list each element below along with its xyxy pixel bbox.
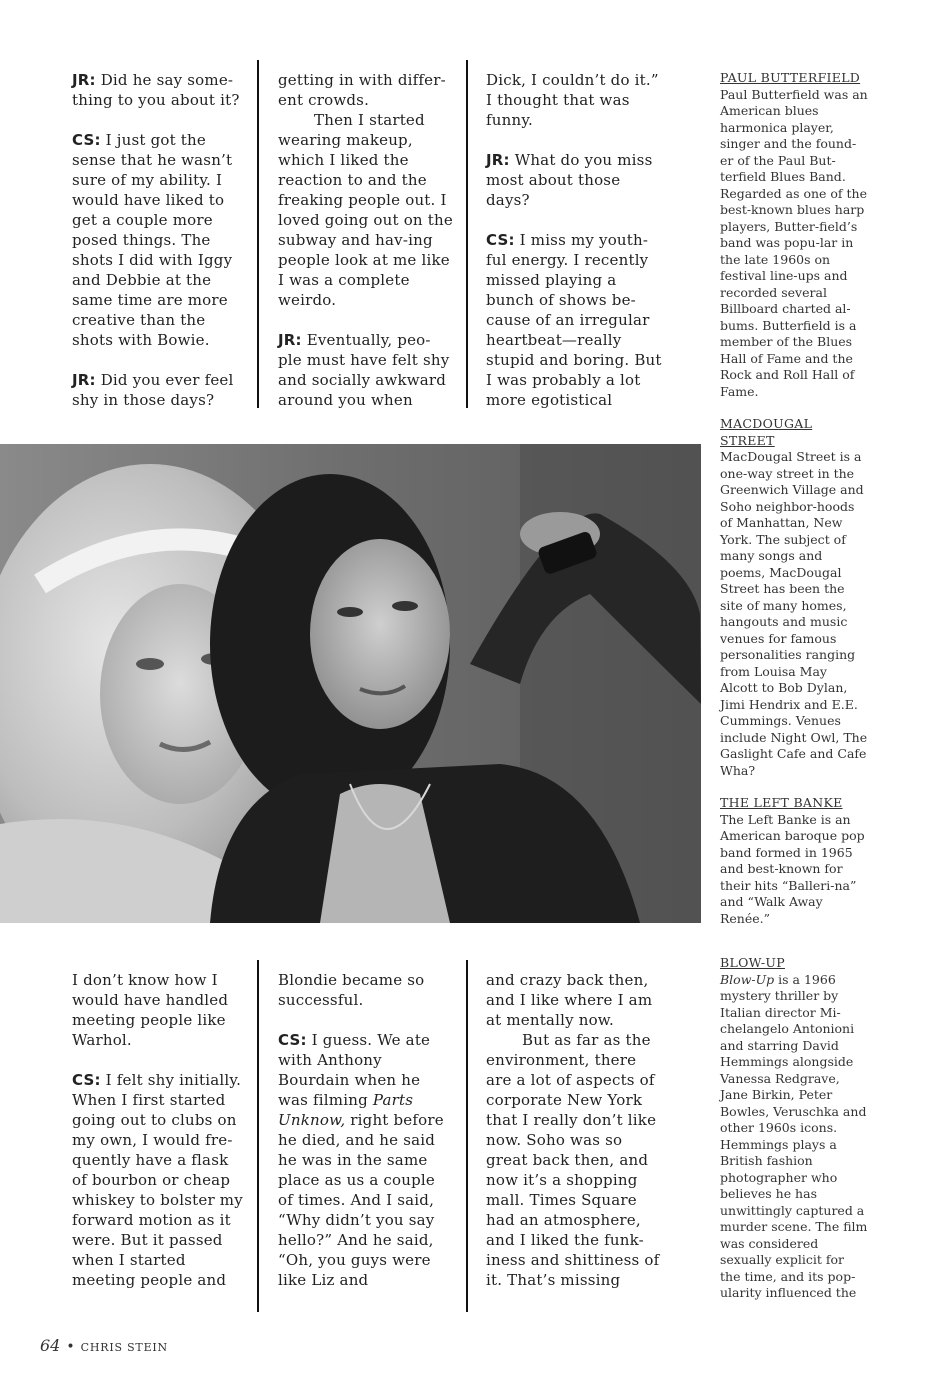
paragraph-text: I guess. We ate with Anthony Bourdain when he was filming: [278, 1031, 431, 1109]
paragraph: Then I started wearing makeup, which I liked the reaction to and the freaking people out. I loved going out on the subway and hav-ing people look at me like I was a complete weirdo.: [278, 111, 453, 309]
paragraph-text: Did you ever feel shy in those days?: [72, 371, 234, 409]
glossary-entry: [720, 955, 868, 1302]
running-head: CHRIS STEIN: [80, 1341, 168, 1354]
paragraph: [72, 70, 247, 110]
page-footer: [40, 1336, 168, 1355]
paragraph: I don’t know how I would have handled meeting people like Warhol.: [72, 971, 229, 1049]
speaker-label: JR:: [72, 371, 96, 389]
column-rule: [257, 60, 259, 408]
paragraph: getting in with differ-ent crowds.: [278, 71, 446, 109]
glossary-entry-text: is a 1966 mystery thriller by Italian director Mi-chelangelo Antonioni and starring David Hemmings alongside Vanessa Redgrave, Jane Birkin, Peter Bowles, Veruschka and other 1960s icons. Hemmings plays a British fashion photographer who believes he has unwittingly captured a murder scene. The film was considered sexually explicit for the time, and its pop-ularity influenced the: [720, 971, 868, 1300]
column-rule: [466, 960, 468, 1312]
italic-title: Parts Unknow,: [278, 1091, 414, 1129]
glossary-entry: [720, 416, 868, 779]
paragraph: Blondie became so successful.: [278, 971, 425, 1009]
glossary-entry-body: The Left Banke is an American baroque pop band formed in 1965 and best-known for their hits “Balleri-na” and “Walk Away Renée.”: [720, 811, 865, 926]
speaker-label: CS:: [278, 1031, 307, 1049]
speaker-label: JR:: [278, 331, 302, 349]
paragraph: [486, 230, 662, 410]
page-number: 64: [40, 1336, 61, 1355]
paragraph: Dick, I couldn’t do it.” I thought that was funny.: [486, 71, 659, 129]
top-column-2: [278, 70, 454, 410]
paragraph-text: I felt shy initially. When I first started going out to clubs on my own, I would fre-quently have a flask of bourbon or cheap whiskey to bolster my forward motion as it were. But it passed when I started meeting people and: [72, 1071, 243, 1289]
footer-separator: •: [66, 1339, 75, 1355]
paragraph-text: Did he say some-thing to you about it?: [72, 71, 240, 109]
glossary-entry: [720, 70, 868, 400]
glossary-entry-title: MACDOUGAL STREET: [720, 416, 813, 448]
glossary-entry-body: [720, 972, 868, 1302]
paragraph: [72, 130, 247, 350]
glossary-entry: [720, 795, 868, 927]
glossary-entry-title: THE LEFT BANKE: [720, 795, 843, 810]
bottom-column-3: [486, 970, 662, 1290]
glossary-entry-body: MacDougal Street is a one-way street in the Greenwich Village and Soho neighbor-hoods of Manhattan, New York. The subject of many songs and poems, MacDougal Street has been the site of many homes, hangouts and music venues for famous personalities ranging from Louisa May Alcott to Bob Dylan, Jimi Hendrix and E.E. Cummings. Venues include Night Owl, The Gaslight Cafe and Cafe Wha?: [720, 449, 868, 778]
paragraph: [486, 150, 662, 210]
top-column-3: [486, 70, 662, 410]
glossary-entry-title: PAUL BUTTERFIELD: [720, 70, 861, 85]
speaker-label: JR:: [72, 71, 96, 89]
paragraph-text: right before he died, and he said he was in the same place as us a couple of times. And I said, “Why didn’t you say hello?” And he said, “Oh, you guys were like Liz and: [278, 1111, 444, 1289]
italic-title: Blow-Up: [720, 971, 775, 987]
paragraph: [278, 1030, 454, 1290]
glossary-sidebar: [720, 70, 868, 1318]
bottom-column-2: [278, 970, 454, 1290]
paragraph-text: I miss my youth-ful energy. I recently missed playing a bunch of shows be-cause of an irregular heartbeat—really stupid and boring. But I was probably a lot more egotistical: [486, 231, 662, 409]
column-rule: [257, 960, 259, 1312]
top-column-1: [72, 70, 247, 410]
speaker-label: CS:: [486, 231, 515, 249]
photo-illustration: [0, 444, 701, 923]
speaker-label: CS:: [72, 131, 101, 149]
paragraph-text: Eventually, peo-ple must have felt shy and socially awkward around you when: [278, 331, 450, 409]
bottom-column-1: [72, 970, 247, 1290]
paragraph: [278, 330, 454, 410]
glossary-entry-body: Paul Butterfield was an American blues harmonica player, singer and the found-er of the Paul But-terfield Blues Band. Regarded as one of the best-known blues harp players, Butter-field’s band was popu-lar in the late 1960s on festival line-ups and recorded several Billboard charted al-bums. Butterfield is a member of the Blues Hall of Fame and the Rock and Roll Hall of Fame.: [720, 86, 868, 399]
speaker-label: JR:: [486, 151, 510, 169]
glossary-entry-title: BLOW-UP: [720, 955, 785, 970]
paragraph: But as far as the environment, there are a lot of aspects of corporate New York that I really don’t like now. Soho was so great back then, and now it’s a shopping mall. Times Square had an atmosphere, and I liked the funk-iness and shittiness of it. That’s missing: [486, 1031, 660, 1289]
column-rule: [466, 60, 468, 408]
paragraph: [72, 370, 247, 410]
paragraph-text: I just got the sense that he wasn’t sure of my ability. I would have liked to get a couple more posed things. The shots I did with Iggy and Debbie at the same time are more creative than the shots with Bowie.: [72, 131, 233, 349]
paragraph-text: What do you miss most about those days?: [486, 151, 653, 209]
paragraph: [72, 1070, 247, 1290]
speaker-label: CS:: [72, 1071, 101, 1089]
portrait-photo: [0, 444, 701, 923]
paragraph: and crazy back then, and I like where I am at mentally now.: [486, 971, 653, 1029]
